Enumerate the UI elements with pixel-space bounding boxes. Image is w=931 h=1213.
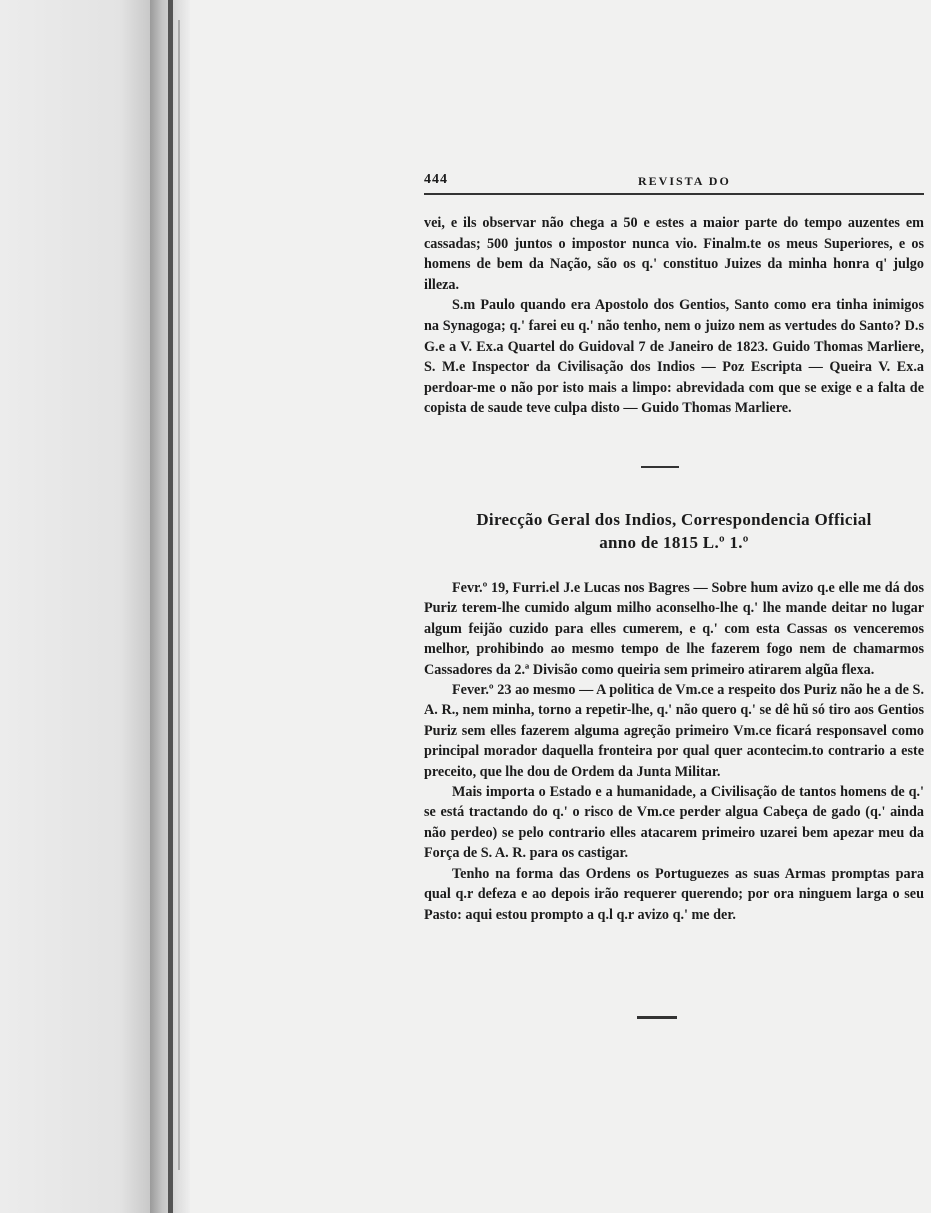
- header-rule: [424, 193, 924, 195]
- correspondence-body: [424, 578, 924, 925]
- page-number: 444: [424, 172, 448, 187]
- section-separator: [641, 466, 679, 468]
- paragraph: vei, e ils observar não chega a 50 e estes a maior parte do tempo auzentes em cassadas; 500 juntos o impostor nunca vio. Finalm.te os meus Superiores, e os homens de bem da Nação, são os q.' constituo Juizes da minha honra q' julgo illeza.: [424, 215, 924, 293]
- paragraph: Fever.º 23 ao mesmo — A politica de Vm.ce a respeito dos Puriz não he a de S. A. R., nem minha, torno a repetir-lhe, q.' não quero q.' se dê hũ só tiro aos Gentios Puriz sem elles fazerem alguma agreção primeiro Vm.ce ficará responsavel como principal morador daquella fronteira por qual quer acontecim.to contrario a este preceito, que lhe dou de Ordem da Junta Militar.: [424, 682, 924, 780]
- paragraph: Tenho na forma das Ordens os Portuguezes as suas Armas promptas para qual q.r defeza e ao depois irão requerer querendo; por ora ninguem larga o seu Pasto: aqui estou prompto a q.l q.r avizo q.' me der.: [424, 865, 924, 923]
- page-header: [424, 170, 924, 192]
- binding-edge: [168, 0, 173, 1213]
- end-separator: [637, 1016, 677, 1019]
- paragraph: Mais importa o Estado e a humanidade, a Civilisação de tantos homens de q.' se está tractando do q.' o risco de Vm.ce perder algua Cabeça de gado (q.' ainda não perdeo) se pelo contrario elles atacarem primeiro uzarei bem apezar meu da Força de S. A. R. para os castigar.: [424, 784, 924, 862]
- paragraph: Fevr.º 19, Furri.el J.e Lucas nos Bagres — Sobre hum avizo q.e elle me dá dos Puriz terem-lhe cumido algum milho aconselho-lhe q.' lhe mande deitar no lugar algum feijão cuzido para elles cumerem, e q.' com esta Cassas os venceremos melhor, prohibindo ao mesmo tempo de lhe fazerem fogo nem de chamarmos Cassadores da 2.ª Divisão como queiria sem primeiro atirarem algũa flexa.: [424, 580, 924, 678]
- binding-edge-thin: [178, 20, 180, 1170]
- left-margin: [0, 0, 150, 1213]
- section-title: [424, 508, 924, 554]
- section-title-line: Direcção Geral dos Indios, Correspondencia Official: [476, 510, 872, 529]
- paragraph: S.m Paulo quando era Apostolo dos Gentios, Santo como era tinha inimigos na Synagoga; q.' farei eu q.' não tenho, nem o juizo nem as vertudes do Santo? D.s G.e a V. Ex.a Quartel do Guidoval 7 de Janeiro de 1823. Guido Thomas Marliere, S. M.e Inspector da Civilisação dos Indios — Poz Escripta — Queira V. Ex.a perdoar-me o não por isto mais a limpo: abrevidada com que se exige e a falta de copista de saude teve culpa disto — Guido Thomas Marliere.: [424, 297, 924, 417]
- running-title: REVISTA DO: [638, 174, 731, 188]
- letter-continuation: [424, 213, 924, 419]
- section-title-line: anno de 1815 L.º 1.º: [599, 533, 749, 552]
